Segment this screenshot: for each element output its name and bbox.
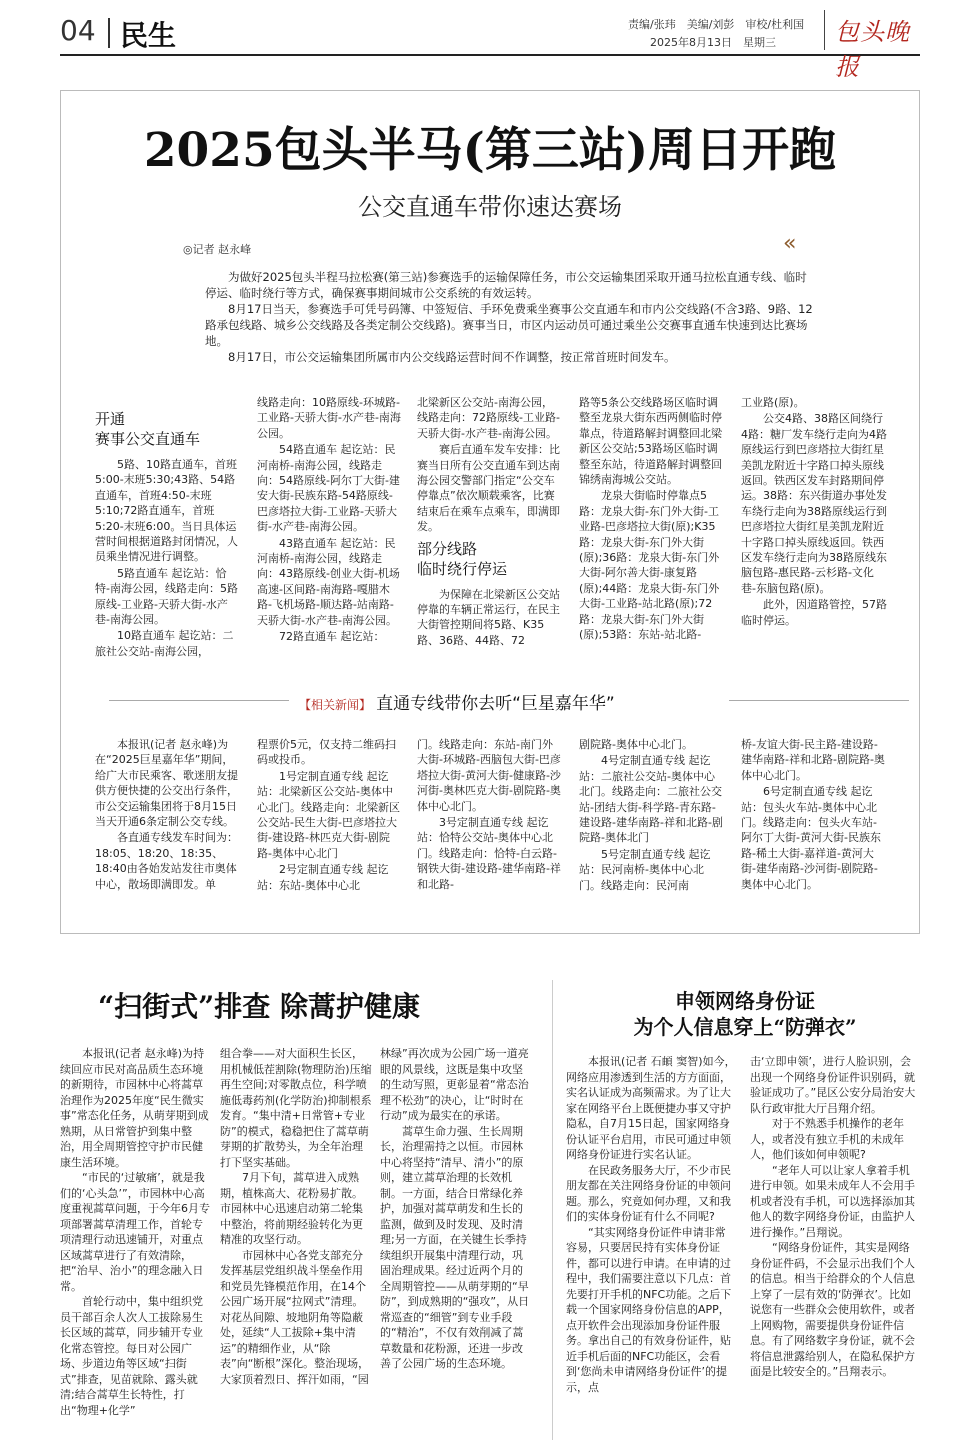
article2-column-3 xyxy=(380,1046,532,1446)
column-paragraph: 10路直通车 起讫站：二旅社公交站-南海公园， xyxy=(95,629,234,658)
article3-column-1 xyxy=(566,1054,736,1444)
column-paragraph: 4号定制直通专线 起讫站：二旅社公交站-奥体中心北门。线路走向：二旅社公交站-团结大街-科学路-青东路-建设路-建华南路-祥和北路-剧院路-奥体北门 xyxy=(579,754,723,845)
column-paragraph: 工业路(原)。 xyxy=(741,396,805,409)
editor-credits: 责编/张玮 美编/刘彭 审校/杜利国 xyxy=(628,18,805,31)
issue-date: 2025年8月13日 星期三 xyxy=(650,36,776,49)
article2-column-1 xyxy=(60,1046,212,1446)
main-byline: ◎记者 赵永峰 xyxy=(183,243,252,256)
banner-rule-right xyxy=(729,700,909,701)
column-paragraph: 赛后直通车发车安排：比赛当日所有公交直通车到达南海公园交警部门指定“公交车停靠点”依次顺载乘客，比赛结束后在乘车点乘车，即满即发。 xyxy=(417,443,560,534)
column-paragraph: 组合拳——对大面积生长区，用机械低茬割除(物理防治)压缩再生空间;对零散点位，科学喷施低毒药剂(化学防治)抑制根系发育。“集中清+日常管+专业防”的模式，稳稳把住了蒿草萌芽期的扩散势头，为全年治理打下坚实基础。 xyxy=(220,1047,372,1169)
column-paragraph: “老年人可以让家人拿着手机进行申领。如果未成年人不会用手机或者没有手机，可以选择添加其他人的数字网络身份证，由监护人进行操作。”吕翔说。 xyxy=(750,1163,915,1239)
article3-column-2 xyxy=(750,1054,920,1444)
main-column-1 xyxy=(95,405,241,660)
related-column-2 xyxy=(257,737,401,894)
column-paragraph: “市民的‘过敏痛’，就是我们的‘心头急’”，市园林中心高度重视蒿草问题，于今年6月专项部署蒿草清理工作，首轮专项清理行动迅速铺开，对重点区域蒿草进行了有效清除，把“治早、治小”的理念融入日常。 xyxy=(60,1171,210,1293)
column-paragraph: 线路走向：10路原线-环城路-工业路-天骄大街-水产巷-南海公园。 xyxy=(257,396,401,440)
related-column-1 xyxy=(95,737,241,893)
column-paragraph: 北梁新区公交站-南海公园，线路走向：72路原线-工业路-天骄大街-水产巷-南海公园。 xyxy=(417,396,560,440)
page-number: 04 xyxy=(60,14,96,47)
main-column-5 xyxy=(741,395,887,629)
lead-paragraph: 为做好2025包头半程马拉松赛(第三站)参赛选手的运输保障任务，市公交运输集团采取开通马拉松直通专线、临时停运、临时绕行等方式，确保赛事期间城市公交系统的有效运转。 xyxy=(205,270,807,300)
column-paragraph: 1号定制直通专线 起讫站：北梁新区公交站-奥体中心北门。线路走向：北梁新区公交站-民生大街-巴彦塔拉大街-建设路-林匹克大街-剧院路-奥体中心北门 xyxy=(257,769,400,860)
column-paragraph: 击‘立即申领’，进行人脸识别，会出现一个网络身份证件识别码，就验证成功了。”昆区公安分局治安大队行政审批大厅吕翔介绍。 xyxy=(750,1055,916,1115)
column-paragraph: 本报讯(记者 赵永峰)为持续回应市民对高品质生态环境的新期待，市园林中心将蒿草治理作为2025年度“民生微实事”常态化任务，从萌芽期到成熟期，从日常管护到集中整治，用全周期管控守护市民健康生活环境。 xyxy=(60,1047,209,1169)
lead-paragraph: 8月17日当天，参赛选手可凭号码簿、中签短信、手环免费乘坐赛事公交直通车和市内公交线路(不含3路、9路、12路承包线路、城乡公交线路及各类定制公交线路)。赛事当日，市区内运动员可通过乘坐公交赛事直通车快速到达比赛场地。 xyxy=(205,302,813,348)
column-paragraph: 7月下旬，蒿草进入成熟期，植株高大、花粉易扩散。市园林中心迅速启动第二轮集中整治，将前期经验转化为更精准的攻坚行动。 xyxy=(220,1171,363,1246)
column-paragraph: “网络身份证件，其实是网络身份证件码，不会显示出我们个人的信息。相当于给群众的个人信息上穿了一层有效的‘防弹衣’。比如说您有一些群众会使用软件，或者上网购物，需要提供身份证件信息。有了网络数字身份证，就不会将信息泄露给别人，在隐私保护方面是比较安全的。”吕翔表示。 xyxy=(750,1241,915,1378)
related-column-3 xyxy=(417,737,563,893)
column-subtitle: 开通 赛事公交直通车 xyxy=(95,410,201,448)
column-paragraph: 72路直通车 起讫站： xyxy=(279,630,385,644)
column-paragraph: 在民政务服务大厅，不少市民朋友都在关注网络身份证的申领问题。那么，究竟如何办理，又和我们的实体身份证有什么不同呢? xyxy=(566,1163,731,1223)
article3-headline: 申领网络身份证 为个人信息穿上“防弹衣” xyxy=(633,989,857,1039)
column-paragraph: 桥-友谊大街-民主路-建设路-建华南路-祥和北路-剧院路-奥体中心北门。 xyxy=(741,738,885,782)
column-paragraph: “其实网络身份证件申请非常容易，只要居民持有实体身份证件，都可以进行申请。在申请的过程中，我们需要注意以下几点：首先要打开手机的NFC功能。之后下载一个国家网络身份信息的APP，点开软件会出现添加身份证件服务。拿出自己的有效身份证件，贴近手机后面的NFC功能区，会看到‘您尚未申请网络身份证件’的提示，点 xyxy=(566,1225,732,1394)
page-header xyxy=(60,10,920,81)
column-paragraph: 5路直通车 起讫站：恰特-南海公园，线路走向：5路原线-工业路-天骄大街-水产巷-南海公园。 xyxy=(95,566,238,627)
column-paragraph: 剧院路-奥体中心北门。 xyxy=(579,738,693,751)
main-lead xyxy=(205,269,815,365)
column-paragraph: 43路直通车 起讫站：民河南桥-南海公园，线路走向：43路原线-创业大街-机场高速-区间路-南海路-嘎腊木路-飞机场路-顺达路-站南路-天骄大街-水产巷-南海公园。 xyxy=(257,536,400,627)
main-column-4 xyxy=(579,395,725,644)
column-paragraph: 龙泉大街临时停靠点5路：龙泉大街-东门外大街-工业路-巴彦塔拉大街(原);K35路：龙泉大街-东门外大街(原);36路：龙泉大街-东门外大街-阿尔善大街-康复路(原);44路：龙泉大街-东门外大街-工业路-站北路(原);72路：龙泉大街-东门外大街(原);53路：东站-站北路- xyxy=(579,489,720,642)
related-news-banner xyxy=(299,689,719,713)
column-paragraph: 门。线路走向：东站-南门外大街-环城路-西脑包大街-巴彦塔拉大街-黄河大街-健康路-沙河街-奥林匹克大街-剧院路-奥体中心北门。 xyxy=(417,738,561,813)
column-paragraph: 5号定制直通专线 起讫站：民河南桥-奥体中心北门。线路走向：民河南 xyxy=(579,847,711,892)
main-column-3 xyxy=(417,395,563,649)
column-paragraph: 为保障在北梁新区公交站停靠的车辆正常运行，在民主大街管控期间将5路、K35路、36路、44路、72 xyxy=(417,587,560,647)
double-chevron-icon: « xyxy=(783,231,797,256)
column-divider xyxy=(552,980,553,1440)
column-paragraph: 此外，因道路管控，57路临时停运。 xyxy=(741,598,887,627)
column-paragraph: 本报讯(记者 赵永峰)为在“2025巨星嘉年华”期间，给广大市民乘客、歌迷朋友提供方便快捷的公交出行条件，市公交运输集团将于8月15日当天开通6条定制公交专线。 xyxy=(95,738,238,829)
header-divider xyxy=(108,18,110,48)
column-paragraph: 路等5条公交线路场区临时调整至龙泉大街东西两侧临时停靠点，待道路解封调整回北梁新区公交站;53路场区临时调整至东站，待道路解封调整回锦绣南海城公交站。 xyxy=(579,396,722,487)
column-paragraph: 首轮行动中，集中组织党员干部百余人次人工拔除易生长区域的蒿草，同步辅开专业化常态管控。每日对公园广场、步道边角等区域“扫街式”排查，见苗就除、露头就清;结合蒿草生长特性，打出“物理+化学” xyxy=(60,1295,203,1417)
column-paragraph: 公交4路、38路区间绕行 4路：糖厂发车绕行走向为4路原线运行到巴彦塔拉大街红星美凯龙附近十字路口掉头原线返回。铁西区发车封路期间停运。38路：东兴街道办事处发车绕行走向为38路原线运行到巴彦塔拉大街红星美凯龙附近十字路口掉头原线返回。铁西区发车绕行走向为38路原线东脑包路-惠民路-云杉路-文化巷-东脑包路(原)。 xyxy=(741,412,887,595)
related-news-title: 直通专线带你去听“巨星嘉年华” xyxy=(376,694,615,714)
logo-text: 包头晚报 xyxy=(835,18,910,81)
main-headline: 2025包头半马(第三站)周日开跑 xyxy=(143,123,837,178)
article2-column-2 xyxy=(220,1046,372,1446)
related-column-5 xyxy=(741,737,887,893)
related-news-tag: 【相关新闻】 xyxy=(299,698,372,712)
banner-rule-left xyxy=(109,700,289,701)
column-paragraph: 5路、10路直通车，首班5:00-末班5:30;43路、54路直通车，首班4:50-末班5:10;72路直通车，首班5:20-末班6:00。当日具体运营时间根据道路封闭情况，人员乘坐情况进行调整。 xyxy=(95,458,238,564)
column-paragraph: 本报讯(记者 石頔 窦智)如今，网络应用渗透到生活的方方面面，实名认证成为高频需求。为了让大家在网络平台上既便捷办事又守护隐私，自7月15日起，国家网络身份认证平台启用，市民可通过申领网络身份证进行实名认证。 xyxy=(566,1055,736,1161)
main-column-2 xyxy=(257,395,401,646)
column-paragraph: 林绿”再次成为公园广场一道亮眼的风景线，这既是集中攻坚的生动写照，更彰显着“常态治理不松劲”的决心，让“时时在行动”成为最实在的承诺。 xyxy=(380,1047,529,1122)
column-paragraph: 蒿草生命力强、生长周期长，治理需持之以恒。市园林中心将坚持“清早、清小”的原则，建立蒿草治理的长效机制。一方面，结合日常绿化养护，加强对蒿草萌发和生长的监测，做到及时发现、及时清理;另一方面，在关键生长季持续组织开展集中清理行动，巩固治理成果。经过近两个月的全周期管控——从萌芽期的“早防”，到成熟期的“强攻”，从日常巡查的“细管”到专业手段的“精治”，不仅有效削减了蒿草数量和花粉源，还进一步改善了公园广场的生态环境。 xyxy=(380,1124,530,1370)
main-subhead: 公交直通车带你速达赛场 xyxy=(358,193,622,221)
column-paragraph: 6号定制直通专线 起讫站：包头火车站-奥体中心北门。线路走向：包头火车站-阿尔丁大街-黄河大街-民族东路-稀土大街-嘉祥道-黄河大街-建华南路-沙河街-剧院路-奥体中心北门。 xyxy=(741,785,881,891)
article2-headline: “扫街式”排查 除蒿护健康 xyxy=(98,990,420,1023)
main-article-box xyxy=(60,90,920,934)
column-paragraph: 54路直通车 起讫站：民河南桥-南海公园，线路走向：54路原线-阿尔丁大街-建安大街-民族东路-54路原线-巴彦塔拉大街-工业路-天骄大街-水产巷-南海公园。 xyxy=(257,443,400,534)
related-column-4 xyxy=(579,737,725,894)
column-paragraph: 2号定制直通专线 起讫站：东站-奥体中心北 xyxy=(257,863,389,892)
section-name: 民生 xyxy=(120,19,177,52)
column-paragraph: 市园林中心各党支部充分发挥基层党组织战斗堡垒作用和党员先锋模范作用，在14个公园广场开展“拉网式”清理。对花丛间隙、坡地阴角等隐蔽处，延续“人工拔除+集中清运”的精细作业，从“除表”向“断根”深化。整治现场，大家顶着烈日、挥汗如雨，“园 xyxy=(220,1248,370,1386)
column-paragraph: 对于不熟悉手机操作的老年人，或者没有独立手机的未成年人，他们该如何申领呢? xyxy=(750,1117,904,1161)
column-subtitle: 部分线路 临时绕行停运 xyxy=(417,539,508,578)
column-paragraph: 程票价5元，仅支持二维码扫码或投币。 xyxy=(257,738,396,767)
column-paragraph: 3号定制直通专线 起讫站：恰特公交站-奥体中心北门。线路走向：恰特-白云路-钢铁大街-建设路-建华南路-祥和北路- xyxy=(417,816,561,891)
newspaper-logo xyxy=(824,10,921,81)
lead-paragraph: 8月17日，市公交运输集团所属市内公交线路运营时间不作调整，按正常首班时间发车。 xyxy=(228,350,676,364)
column-paragraph: 各直通专线发车时间为：18:05、18:20、18:35、18:40由各始发站发往市奥体中心，散场即满即发。单 xyxy=(95,831,238,891)
